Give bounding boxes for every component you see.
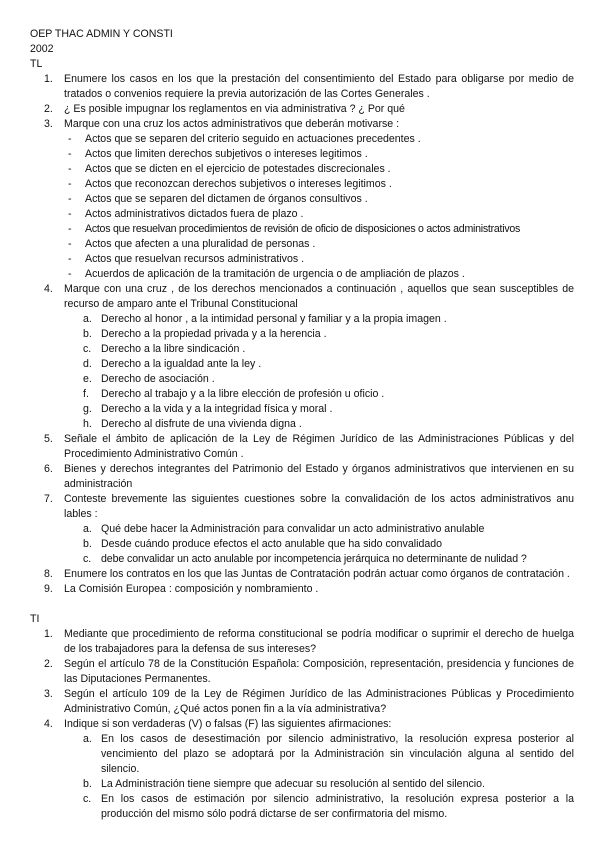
section-heading-ti: TI [30,613,40,625]
list-item-text: Derecho a la propiedad privada y a la herencia . [101,328,327,340]
list-item [64,732,574,777]
list-item [64,522,574,537]
question-number: 4. [44,283,53,295]
question-text: La Comisión Europea : composición y nombramiento . [64,583,319,595]
list-item-text: Actos que limiten derechos subjetivos o intereses legitimos . [85,148,368,160]
list-item [64,192,574,207]
dash-bullet-icon: - [68,208,72,220]
item-letter: b. [83,328,92,340]
document-title: OEP THAC ADMIN Y CONSTI [30,28,173,40]
dash-bullet-icon: - [68,223,72,235]
question-item [30,102,574,117]
question-number: 2. [44,103,53,115]
list-item [64,162,574,177]
item-letter: a. [83,733,92,745]
list-item-text: La Administración tiene siempre que adecuar su resolución al sentido del silencio. [101,778,485,790]
question-item [30,567,574,582]
item-letter: c. [83,553,92,565]
question-item [30,687,574,717]
item-letter: b. [83,538,92,550]
list-item [64,552,574,567]
question-item [30,462,574,492]
question-number: 1. [44,628,53,640]
list-item-text: Actos que se separen del criterio seguido en actuaciones precedentes . [85,133,421,145]
question-number: 7. [44,493,53,505]
question-text: Enumere los casos en los que la prestación del consentimiento del Estado para obligarse por medio de tratados o convenios requiere la previa autorización de las Cortes Generales . [64,73,574,100]
question-text: Marque con una cruz , de los derechos mencionados a continuación , aquellos que sean susceptibles de recurso de amparo ante el Tribunal Constitucional [64,283,574,310]
list-item-text: Derecho a la igualdad ante la ley . [101,358,262,370]
list-item [64,132,574,147]
list-item-text: Actos administrativos dictados fuera de plazo . [85,208,304,220]
item-letter: b. [83,778,92,790]
section-spacer [30,597,574,612]
item-letter: d. [83,358,92,370]
question-item [30,627,574,657]
list-item-text: Qué debe hacer la Administración para convalidar un acto administrativo anulable [101,523,485,535]
list-item [64,777,574,792]
section-heading-tl: TL [30,58,43,70]
list-item-text: debe convalidar un acto anulable por incompetencia jerárquica no determinante de nulidad ? [101,553,527,565]
list-item-text: Actos que reconozcan derechos subjetivos o intereses legitimos . [85,178,392,190]
list-item [64,252,574,267]
dash-bullet-icon: - [68,253,72,265]
question-text: Indique si son verdaderas (V) o falsas (F) las siguientes afirmaciones: [64,718,392,730]
dash-bullet-icon: - [68,238,72,250]
item-letter: c. [83,343,92,355]
list-item-text: Actos que se separen del dictamen de órganos consultivos . [85,193,368,205]
list-item [64,222,574,237]
list-item-text: Actos que afecten a una pluralidad de personas . [85,238,316,250]
question-number: 1. [44,73,53,85]
question-text: Según el artículo 78 de la Constitución Española: Composición, representación, presidencia y funciones de las Diputaciones Permanentes. [64,658,574,685]
question-item [30,432,574,462]
ti-question-list [30,627,574,822]
list-item [64,537,574,552]
list-item [64,342,574,357]
question-item [30,717,574,822]
item-letter: c. [83,793,92,805]
question-number: 8. [44,568,53,580]
list-item [64,357,574,372]
list-item [64,267,574,282]
list-item [64,177,574,192]
question-text: ¿ Es posible impugnar los reglamentos en via administrativa ? ¿ Por qué [64,103,405,115]
checkbox-item-list [64,132,574,282]
question-number: 9. [44,583,53,595]
question-item [30,582,574,597]
dash-bullet-icon: - [68,268,72,280]
list-item [64,372,574,387]
item-letter: e. [83,373,92,385]
item-letter: g. [83,403,92,415]
list-item [64,417,574,432]
dash-bullet-icon: - [68,193,72,205]
list-item [64,387,574,402]
question-number: 3. [44,688,53,700]
list-item [64,207,574,222]
question-item [30,72,574,102]
list-item-text: En los casos de desestimación por silencio administrativo, la resolución expresa posterior al vencimiento del plazo se adoptará por la Administración sin vinculación alguna al sentido del silencio. [101,733,574,775]
list-item-text: Derecho a la libre sindicación . [101,343,246,355]
list-item [64,402,574,417]
list-item-text: Acuerdos de aplicación de la tramitación de urgencia o de ampliación de plazos . [85,268,465,280]
list-item [64,312,574,327]
dash-bullet-icon: - [68,163,72,175]
lettered-item-list [64,312,574,432]
question-item [30,117,574,282]
question-text: Señale el ámbito de aplicación de la Ley de Régimen Jurídico de las Administraciones Públicas y del Procedimiento Administrativo Común . [64,433,574,460]
question-item [30,492,574,567]
list-item [64,327,574,342]
question-number: 4. [44,718,53,730]
dash-bullet-icon: - [68,133,72,145]
lettered-item-list [64,522,574,567]
item-letter: f. [83,388,89,400]
list-item-text: Derecho al disfrute de una vivienda digna . [101,418,302,430]
list-item [64,237,574,252]
document-year: 2002 [30,43,54,55]
question-text: Marque con una cruz los actos administrativos que deberán motivarse : [64,118,400,130]
question-number: 5. [44,433,53,445]
question-number: 2. [44,658,53,670]
dash-bullet-icon: - [68,148,72,160]
list-item-text: Desde cuándo produce efectos el acto anulable que ha sido convalidado [101,538,443,550]
item-letter: h. [83,418,92,430]
list-item-text: En los casos de estimación por silencio administrativo, la resolución expresa posterior a la producción del mismo sólo podrá dictarse de ser confirmatoria del mismo. [101,793,574,820]
item-letter: a. [83,523,92,535]
item-letter: a. [83,313,92,325]
list-item-text: Actos que se dicten en el ejercicio de potestades discrecionales . [85,163,391,175]
question-text: Bienes y derechos integrantes del Patrimonio del Estado y órganos administrativos que intervienen en su administración [64,463,574,490]
list-item [64,147,574,162]
question-text: Conteste brevemente las siguientes cuestiones sobre la convalidación de los actos administrativos anu lables : [64,493,574,520]
list-item [64,792,574,822]
question-number: 6. [44,463,53,475]
question-number: 3. [44,118,53,130]
list-item-text: Derecho a la vida y a la integridad física y moral . [101,403,333,415]
question-item [30,282,574,432]
list-item-text: Actos que resuelvan recursos administrativos . [85,253,305,265]
lettered-item-list [64,732,574,822]
list-item-text: Derecho de asociación . [101,373,215,385]
list-item-text: Derecho al honor , a la intimidad personal y familiar y a la propia imagen . [101,313,447,325]
tl-question-list [30,72,574,597]
dash-bullet-icon: - [68,178,72,190]
question-text: Enumere los contratos en los que las Juntas de Contratación podrán actuar como órganos de contratación . [64,568,570,580]
question-text: Según el artículo 109 de la Ley de Régimen Jurídico de las Administraciones Públicas y Procedimiento Administrativo Común, ¿Qué actos ponen fin a la vía administrativa? [64,688,574,715]
list-item-text: Actos que resuelvan procedimientos de revisión de oficio de disposiciones o actos administrativos [85,223,521,235]
list-item-text: Derecho al trabajo y a la libre elección de profesión u oficio . [101,388,385,400]
question-text: Mediante que procedimiento de reforma constitucional se podría modificar o suprimir el derecho de huelga de los trabajadores para la defensa de sus intereses? [64,628,574,655]
question-item [30,657,574,687]
